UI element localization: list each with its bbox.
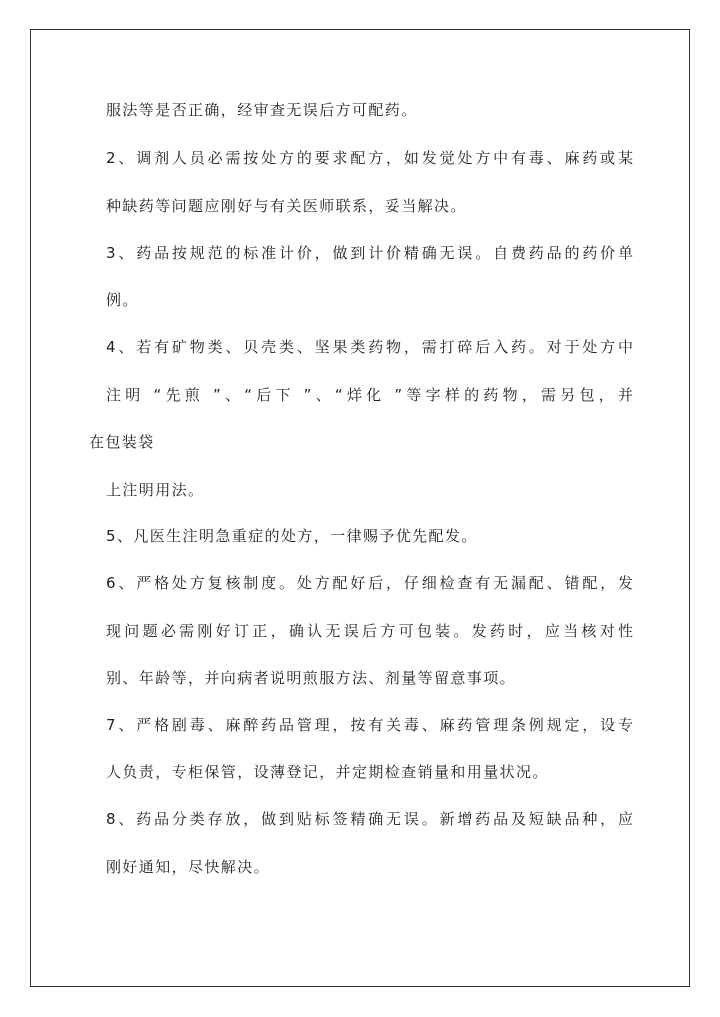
text-line-12: 现问题必需刚好订正，确认无误后方可包装。发药时，应当核对性 <box>106 622 633 640</box>
text-line-9: 上注明用法。 <box>106 481 205 499</box>
text-line-11: 6、严格处方复核制度。处方配好后，仔细检查有无漏配、错配，发 <box>106 574 633 592</box>
text-line-1: 服法等是否正确，经审查无误后方可配药。 <box>106 101 418 119</box>
text-line-2: 2、调剂人员必需按处方的要求配方，如发觉处方中有毒、麻药或某 <box>106 149 633 167</box>
page-border <box>30 29 690 987</box>
text-line-6: 4、若有矿物类、贝壳类、坚果类药物，需打碎后入药。对于处方中 <box>106 338 633 356</box>
text-line-8: 在包装袋 <box>89 433 155 451</box>
text-line-5: 例。 <box>106 291 139 309</box>
text-line-15: 人负责，专柜保管，设薄登记，并定期检查销量和用量状况。 <box>106 763 549 781</box>
text-line-17: 刚好通知，尽快解决。 <box>106 858 271 876</box>
text-line-7: 注明 “先煎 ”、“后下 ”、“烊化 ”等字样的药物，需另包，并 <box>106 386 633 404</box>
text-line-4: 3、药品按规范的标准计价，做到计价精确无误。自费药品的药价单 <box>106 244 633 262</box>
text-line-10: 5、凡医生注明急重症的处方，一律赐予优先配发。 <box>106 527 478 545</box>
text-line-16: 8、药品分类存放，做到贴标签精确无误。新增药品及短缺品种，应 <box>106 810 633 828</box>
text-line-13: 别、年龄等，并向病者说明煎服方法、剂量等留意事项。 <box>106 669 517 687</box>
text-line-14: 7、严格剧毒、麻醉药品管理，按有关毒、麻药管理条例规定，设专 <box>106 716 633 734</box>
text-line-3: 种缺药等问题应刚好与有关医师联系，妥当解决。 <box>106 197 467 215</box>
